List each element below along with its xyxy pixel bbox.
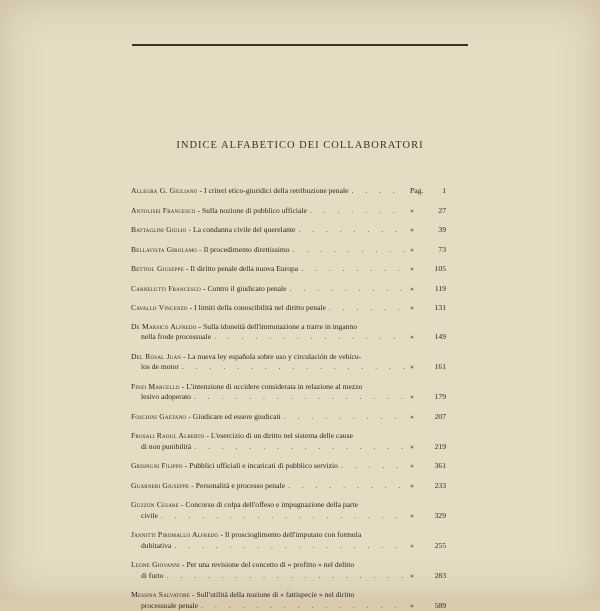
entry-title: L'esercizio di un diritto nel sistema delle cause	[211, 431, 353, 442]
entry-separator: -	[198, 186, 205, 197]
leader-dots	[301, 264, 407, 275]
index-list	[131, 186, 446, 611]
entry-title: Sull'utilità della nozione di « fattispecie » nel diritto	[197, 590, 355, 601]
entry-title: La condanna civile del querelante	[193, 225, 295, 236]
entry-separator: -	[197, 245, 204, 256]
entry-separator: -	[184, 264, 191, 275]
page-number: 179	[426, 392, 446, 403]
index-entry	[131, 590, 446, 611]
entry-author: De Marsico Alfredo	[131, 322, 197, 333]
entry-first-line	[131, 590, 446, 601]
page-number: 27	[426, 206, 446, 217]
entry-separator: -	[195, 206, 202, 217]
leader-dots	[194, 392, 407, 403]
entry-title: Concorso di colpa dell'offeso e impugnazione della parte	[185, 500, 358, 511]
leader-dots	[288, 481, 407, 492]
entry-title: los de motor	[141, 362, 179, 373]
entry-first-line	[131, 530, 446, 541]
page-number: 131	[426, 303, 446, 314]
index-entry	[131, 225, 446, 236]
entry-separator: -	[179, 500, 186, 511]
entry-title: processuale penale	[141, 601, 198, 611]
entry-first-line	[131, 264, 446, 275]
entry-continuation-line	[131, 362, 446, 373]
entry-title: Pubblici ufficiali e incaricati di pubblico servizio	[189, 461, 338, 472]
top-rule	[132, 44, 468, 46]
index-entry	[131, 412, 446, 423]
page-prefix: »	[410, 392, 426, 403]
leader-dots	[290, 284, 407, 295]
page-prefix: »	[410, 571, 426, 582]
index-entry	[131, 461, 446, 472]
entry-separator: -	[189, 481, 196, 492]
page-prefix: »	[410, 264, 426, 275]
entry-continuation-line	[131, 332, 446, 343]
entry-separator: -	[183, 461, 190, 472]
entry-author: Grispigni Filippo	[131, 461, 183, 472]
page-number: 361	[426, 461, 446, 472]
entry-title: Il proscioglimento dell'imputato con formula	[225, 530, 361, 541]
page-number: 149	[426, 332, 446, 343]
entry-separator: -	[186, 412, 193, 423]
leader-dots	[194, 442, 407, 453]
page-prefix: »	[410, 412, 426, 423]
entry-author: Messina Salvatore	[131, 590, 190, 601]
index-entry	[131, 186, 446, 197]
entry-first-line	[131, 382, 446, 393]
page-number: 119	[426, 284, 446, 295]
leader-dots	[298, 225, 407, 236]
page-prefix: »	[410, 481, 426, 492]
leader-dots	[182, 362, 407, 373]
entry-separator: -	[190, 590, 197, 601]
entry-continuation-line	[131, 601, 446, 611]
index-entry	[131, 382, 446, 403]
page-number: 105	[426, 264, 446, 275]
page-prefix: Pag.	[410, 186, 426, 197]
entry-first-line	[131, 431, 446, 442]
page-prefix: »	[410, 601, 426, 611]
entry-title: di non punibilità	[141, 442, 191, 453]
leader-dots	[341, 461, 407, 472]
leader-dots	[329, 303, 407, 314]
leader-dots	[201, 601, 407, 611]
entry-title: Contro il giudicato penale	[207, 284, 286, 295]
entry-first-line	[131, 284, 446, 295]
entry-title: Sulla nozione di pubblico ufficiale	[202, 206, 307, 217]
page-prefix: »	[410, 541, 426, 552]
entry-author: Finzi Marcello	[131, 382, 180, 393]
entry-title: lesivo adoperato	[141, 392, 191, 403]
entry-separator: -	[181, 352, 188, 363]
page-prefix: »	[410, 442, 426, 453]
page-prefix: »	[410, 511, 426, 522]
entry-title: Il procedimento direttissimo	[204, 245, 290, 256]
page-number: 589	[426, 601, 446, 611]
entry-title: I criteri etico-giuridici della retribuzione penale	[204, 186, 348, 197]
entry-separator: -	[204, 431, 211, 442]
index-entry	[131, 322, 446, 343]
entry-separator: -	[186, 225, 193, 236]
page-prefix: »	[410, 303, 426, 314]
page-prefix: »	[410, 461, 426, 472]
entry-first-line	[131, 481, 446, 492]
page-prefix: »	[410, 332, 426, 343]
entry-separator: -	[180, 382, 187, 393]
index-entry	[131, 245, 446, 256]
entry-continuation-line	[131, 571, 446, 582]
entry-title: La nueva ley española sobre uso y circulación de vehícu-	[188, 352, 362, 363]
entry-first-line	[131, 245, 446, 256]
entry-separator: -	[201, 284, 208, 295]
page-number: 73	[426, 245, 446, 256]
entry-author: Frosali Raoul Alberto	[131, 431, 204, 442]
entry-author: Del Rosal Juan	[131, 352, 181, 363]
entry-author: Carnelutti Francesco	[131, 284, 201, 295]
entry-title: Giudicare ed essere giudicati	[193, 412, 281, 423]
entry-title: dubitativa	[141, 541, 171, 552]
entry-first-line	[131, 322, 446, 333]
page-prefix: »	[410, 245, 426, 256]
entry-title: di furto	[141, 571, 164, 582]
page-number: 207	[426, 412, 446, 423]
page-prefix: »	[410, 225, 426, 236]
entry-first-line	[131, 560, 446, 571]
entry-title: Il diritto penale della nuova Europa	[190, 264, 298, 275]
entry-continuation-line	[131, 442, 446, 453]
entry-title: Personalità e processo penale	[196, 481, 285, 492]
entry-first-line	[131, 225, 446, 236]
page-number: 283	[426, 571, 446, 582]
entry-author: Bettiol Giuseppe	[131, 264, 184, 275]
index-entry	[131, 284, 446, 295]
entry-title: L'intenzione di uccidere considerata in relazione al mezzo	[186, 382, 362, 393]
entry-separator: -	[180, 560, 187, 571]
entry-separator: -	[197, 322, 204, 333]
index-entry	[131, 530, 446, 551]
leader-dots	[284, 412, 407, 423]
page-number: 219	[426, 442, 446, 453]
page-number: 161	[426, 362, 446, 373]
page-title: INDICE ALFABETICO DEI COLLABORATORI	[0, 140, 600, 151]
entry-continuation-line	[131, 541, 446, 552]
page-prefix: »	[410, 284, 426, 295]
entry-title: civile	[141, 511, 158, 522]
entry-title: Sulla idoneità dell'immutazione a trarre in inganno	[203, 322, 357, 333]
entry-author: Leone Giovanni	[131, 560, 180, 571]
index-entry	[131, 500, 446, 521]
entry-first-line	[131, 461, 446, 472]
index-entry	[131, 431, 446, 452]
entry-author: Antolisei Francesco	[131, 206, 195, 217]
leader-dots	[214, 332, 407, 343]
entry-author: Foschini Gaetano	[131, 412, 186, 423]
entry-author: Allegra G. Giuliano	[131, 186, 198, 197]
index-entry	[131, 481, 446, 492]
leader-dots	[351, 186, 407, 197]
page-number: 1	[426, 186, 446, 197]
entry-first-line	[131, 186, 446, 197]
entry-first-line	[131, 303, 446, 314]
entry-first-line	[131, 352, 446, 363]
entry-title: nella frode processuale	[141, 332, 211, 343]
page-number: 255	[426, 541, 446, 552]
entry-continuation-line	[131, 392, 446, 403]
entry-author: Jannitti Piromallo Alfredo	[131, 530, 218, 541]
entry-title: I limiti della conoscibilità nel diritto penale	[194, 303, 326, 314]
entry-separator: -	[218, 530, 225, 541]
page-number: 329	[426, 511, 446, 522]
entry-author: Cavallo Vincenzo	[131, 303, 188, 314]
entry-title: Per una revisione del concetto di « profitto » nel delitto	[186, 560, 354, 571]
leader-dots	[161, 511, 407, 522]
page-prefix: »	[410, 362, 426, 373]
entry-author: Guarneri Giuseppe	[131, 481, 189, 492]
entry-first-line	[131, 206, 446, 217]
leader-dots	[174, 541, 407, 552]
entry-first-line	[131, 412, 446, 423]
index-entry	[131, 206, 446, 217]
index-entry	[131, 560, 446, 581]
index-entry	[131, 264, 446, 275]
index-entry	[131, 352, 446, 373]
leader-dots	[310, 206, 407, 217]
leader-dots	[167, 571, 407, 582]
entry-author: Bellavista Girolamo	[131, 245, 197, 256]
page-number: 233	[426, 481, 446, 492]
entry-author: Guzzon Cesare	[131, 500, 179, 511]
index-entry	[131, 303, 446, 314]
page-prefix: »	[410, 206, 426, 217]
entry-continuation-line	[131, 511, 446, 522]
entry-author: Battaglini Giulio	[131, 225, 186, 236]
entry-separator: -	[188, 303, 195, 314]
entry-first-line	[131, 500, 446, 511]
leader-dots	[293, 245, 407, 256]
page-number: 39	[426, 225, 446, 236]
